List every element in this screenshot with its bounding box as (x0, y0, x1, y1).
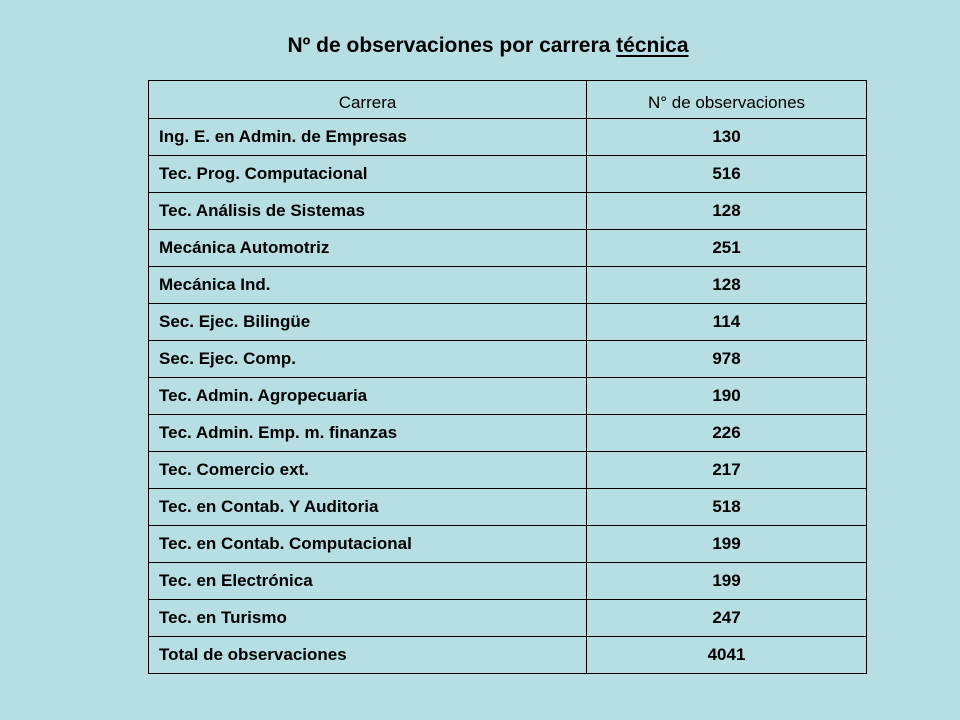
count-cell: 516 (587, 156, 867, 193)
career-cell: Tec. Comercio ext. (149, 452, 587, 489)
table-row (149, 378, 867, 415)
career-cell: Mecánica Ind. (149, 267, 587, 304)
count-cell: 130 (587, 119, 867, 156)
career-cell: Tec. Análisis de Sistemas (149, 193, 587, 230)
total-label-cell: Total de observaciones (149, 637, 587, 674)
career-cell: Tec. en Electrónica (149, 563, 587, 600)
career-cell: Tec. Admin. Emp. m. finanzas (149, 415, 587, 452)
observations-table (148, 80, 867, 674)
career-cell: Tec. Prog. Computacional (149, 156, 587, 193)
table-row (149, 452, 867, 489)
table-row (149, 526, 867, 563)
total-value-cell: 4041 (587, 637, 867, 674)
title-underlined-word: técnica (616, 34, 689, 57)
count-cell: 199 (587, 563, 867, 600)
table-row (149, 193, 867, 230)
count-cell: 114 (587, 304, 867, 341)
table-row (149, 341, 867, 378)
table-row (149, 156, 867, 193)
career-cell: Tec. en Contab. Y Auditoria (149, 489, 587, 526)
header-career: Carrera (149, 81, 587, 119)
count-cell: 128 (587, 193, 867, 230)
career-cell: Sec. Ejec. Comp. (149, 341, 587, 378)
table-row (149, 304, 867, 341)
table-row (149, 563, 867, 600)
table-row (149, 415, 867, 452)
count-cell: 978 (587, 341, 867, 378)
career-cell: Sec. Ejec. Bilingüe (149, 304, 587, 341)
page-title (0, 34, 960, 58)
career-cell: Tec. Admin. Agropecuaria (149, 378, 587, 415)
career-cell: Tec. en Contab. Computacional (149, 526, 587, 563)
count-cell: 217 (587, 452, 867, 489)
table-row (149, 489, 867, 526)
table-row (149, 600, 867, 637)
count-cell: 190 (587, 378, 867, 415)
count-cell: 518 (587, 489, 867, 526)
total-row (149, 637, 867, 674)
count-cell: 251 (587, 230, 867, 267)
career-cell: Mecánica Automotriz (149, 230, 587, 267)
title-text: Nº de observaciones por carrera (287, 34, 617, 57)
count-cell: 199 (587, 526, 867, 563)
table-header-row (149, 81, 867, 119)
header-observations: N° de observaciones (587, 81, 867, 119)
table-row (149, 230, 867, 267)
table-row (149, 119, 867, 156)
career-cell: Ing. E. en Admin. de Empresas (149, 119, 587, 156)
count-cell: 226 (587, 415, 867, 452)
table-row (149, 267, 867, 304)
count-cell: 247 (587, 600, 867, 637)
career-cell: Tec. en Turismo (149, 600, 587, 637)
count-cell: 128 (587, 267, 867, 304)
